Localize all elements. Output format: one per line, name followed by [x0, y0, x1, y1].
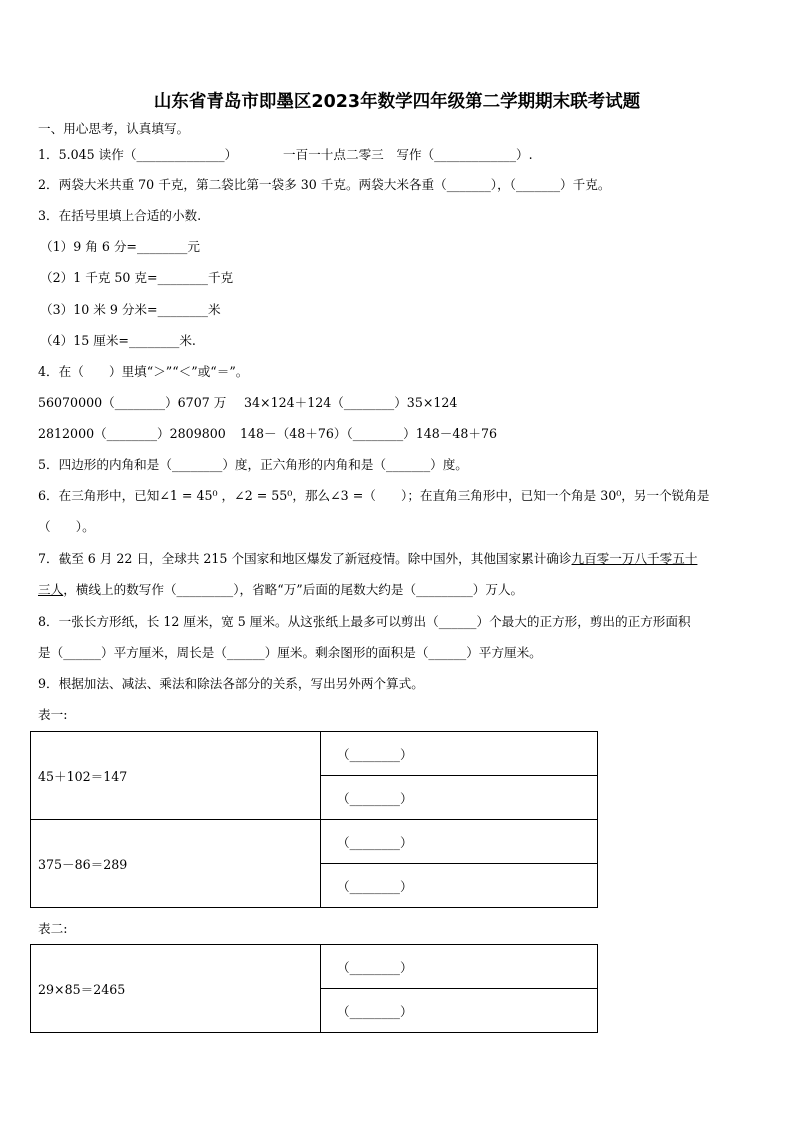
question-3-item: （3）10 米 9 分米=________米 — [40, 302, 221, 317]
table-2-label: 表二: — [38, 921, 68, 936]
question-8-line-2: 是（______）平方厘米，周长是（______）厘米。剩余图形的面积是（______）平方厘米。 — [38, 645, 542, 660]
question-4-row1-a: 56070000（________）6707 万 — [38, 395, 227, 410]
question-5: 5．四边形的内角和是（________）度，正六角形的内角和是（_______）度。 — [38, 457, 468, 472]
question-2: 2．两袋大米共重 70 千克，第二袋比第一袋多 30 千克。两袋大米各重（_______），（_______）千克。 — [38, 177, 611, 192]
answer-blank[interactable]: （________） — [321, 864, 598, 908]
question-4-row1-b: 34×124＋124（________）35×124 — [244, 395, 458, 410]
equation-cell — [31, 945, 321, 1033]
answer-blank[interactable]: （________） — [321, 776, 598, 820]
equation-cell — [31, 820, 321, 908]
answer-blank[interactable]: （________） — [321, 989, 598, 1033]
question-8-line-1: 8．一张长方形纸，长 12 厘米，宽 5 厘米。从这张纸上最多可以剪出（______）个最大的正方形，剪出的正方形面积 — [38, 614, 691, 629]
question-1-part-a: 1．5.045 读作（______________） — [38, 147, 238, 162]
answer-table-1 — [30, 731, 598, 908]
equation: 29×85＝2465 — [38, 982, 126, 997]
question-7-line-2 — [38, 582, 523, 598]
question-1-part-b: 一百一十点二零三 写作（_____________）. — [283, 147, 533, 162]
section-heading: 一、用心思考，认真填写。 — [38, 121, 190, 136]
question-9-stem: 9．根据加法、减法、乘法和除法各部分的关系，写出另外两个算式。 — [38, 676, 424, 691]
question-3-item: （4）15 厘米=________米. — [40, 333, 196, 348]
answer-blank[interactable]: （________） — [321, 945, 598, 989]
question-4-row2-b: 148－（48＋76）（________）148－48＋76 — [240, 426, 498, 441]
question-7-line-1 — [38, 551, 697, 567]
answer-blank[interactable]: （________） — [321, 732, 598, 776]
equation: 375－86＝289 — [38, 857, 128, 872]
equation-cell — [31, 732, 321, 820]
table-1-label: 表一: — [38, 707, 68, 722]
answer-table-2 — [30, 944, 598, 1033]
question-3-stem: 3．在括号里填上合适的小数. — [38, 208, 202, 223]
question-7-text-end: ，横线上的数写作（_________），省略“万”后面的尾数大约是（_________）万人。 — [63, 582, 524, 597]
question-4-stem: 4．在（ ）里填“＞”“＜”或“＝”。 — [38, 364, 249, 379]
page-title: 山东省青岛市即墨区2023年数学四年级第二学期期末联考试题 — [153, 92, 641, 112]
question-3-item: （1）9 角 6 分=________元 — [40, 239, 200, 254]
question-6-line-1: 6．在三角形中，已知∠1 = 45⁰ ，∠2 = 55⁰，那么∠3 =（ ）；在直角三角形中，已知一个角是 30⁰，另一个锐角是 — [38, 488, 710, 503]
question-7-underlined-number-end: 三人 — [38, 582, 64, 597]
question-7-underlined-number: 九百零一万八千零五十 — [571, 551, 698, 566]
question-4-row2-a: 2812000（________）2809800 — [38, 426, 226, 441]
question-7-text: 7．截至 6 月 22 日，全球共 215 个国家和地区爆发了新冠疫情。除中国外，其他国家累计确诊 — [38, 551, 572, 566]
equation: 45＋102＝147 — [38, 769, 128, 784]
answer-blank[interactable]: （________） — [321, 820, 598, 864]
question-6-line-2: （ ）。 — [38, 519, 95, 534]
question-3-item: （2）1 千克 50 克=________千克 — [40, 270, 234, 285]
